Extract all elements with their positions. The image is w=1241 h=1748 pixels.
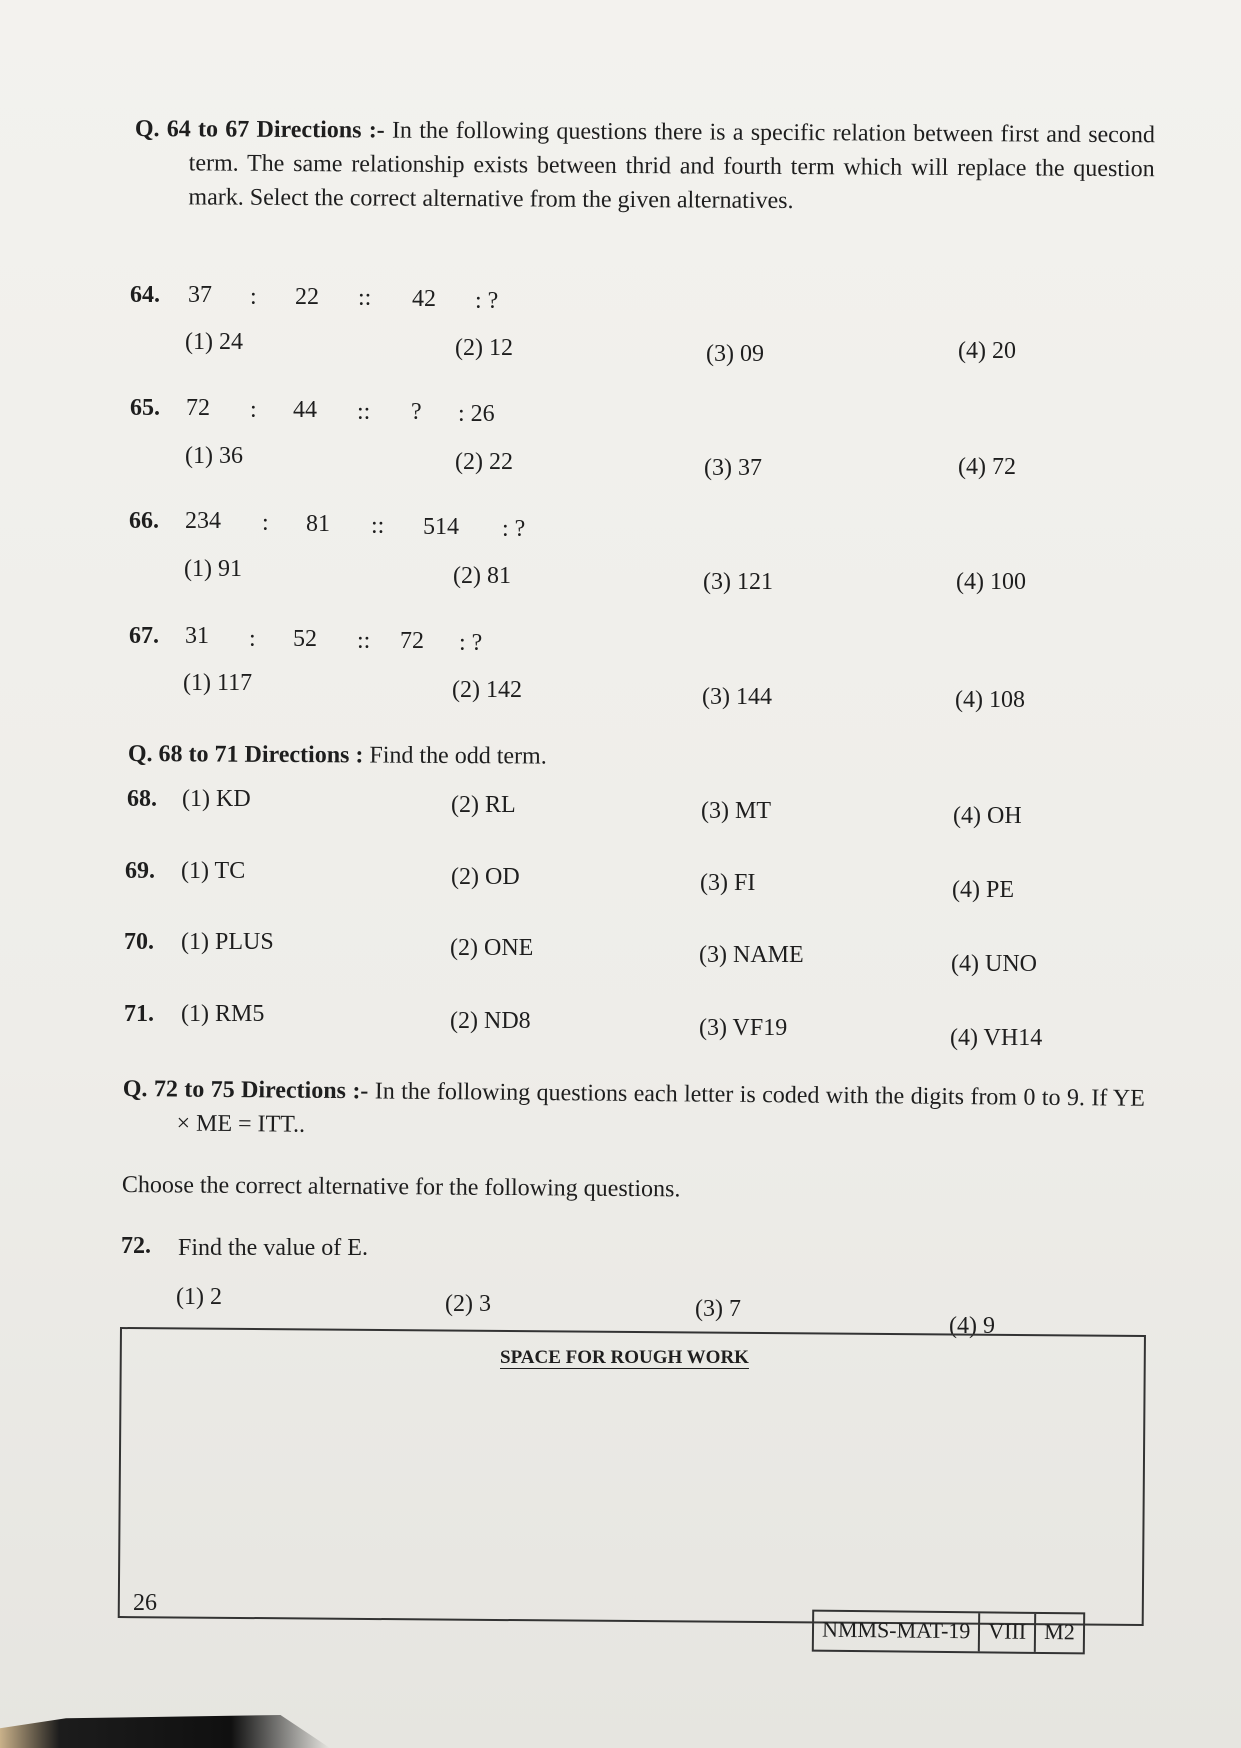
term-c: 72	[400, 628, 424, 654]
term-b: 52	[293, 626, 317, 652]
option-3: (3) 144	[702, 684, 772, 710]
option-2: (2) OD	[451, 864, 520, 890]
option-3: (3) 7	[695, 1296, 741, 1322]
option-1: (1) 117	[183, 670, 253, 696]
option-1: (1) 91	[184, 556, 242, 582]
option-3: (3) FI	[700, 870, 756, 896]
rough-work-title: SPACE FOR ROUGH WORK	[500, 1347, 749, 1368]
proportion-sep: ::	[358, 285, 372, 311]
term-b: 44	[293, 397, 317, 423]
directions-72-75	[122, 1072, 1145, 1150]
class-code: VIII	[980, 1613, 1036, 1652]
option-4: (4) 9	[949, 1313, 995, 1339]
question-number: 70.	[124, 929, 154, 955]
option-1: (1) KD	[182, 786, 251, 812]
option-1: (1) 36	[185, 443, 243, 469]
choose-instruction: Choose the correct alternative for the following questions.	[121, 1172, 681, 1203]
question-number: 66.	[129, 508, 159, 534]
term-d: : ?	[475, 288, 499, 314]
term-d: : 26	[458, 401, 495, 427]
term-b: 81	[306, 511, 330, 537]
option-1: (1) RM5	[181, 1001, 265, 1027]
question-number: 67.	[129, 623, 159, 649]
question-number: 64.	[130, 282, 160, 308]
option-4: (4) 72	[958, 454, 1016, 480]
option-4: (4) UNO	[951, 951, 1037, 977]
ratio-sep: :	[249, 626, 256, 652]
directions-68-71-text: Find the odd term.	[369, 742, 547, 770]
option-2: (2) ONE	[450, 935, 534, 961]
question-text: Find the value of E.	[178, 1235, 368, 1261]
question-number: 69.	[125, 858, 155, 884]
ratio-sep: :	[250, 397, 257, 423]
term-d: : ?	[459, 630, 483, 656]
option-3: (3) 09	[706, 341, 764, 367]
question-number: 71.	[124, 1001, 154, 1027]
option-3: (3) 121	[703, 569, 773, 595]
option-1: (1) 24	[185, 329, 243, 355]
directions-64-67-label: Q. 64 to 67 Directions	[134, 115, 362, 144]
option-4: (4) PE	[952, 877, 1014, 903]
question-number: 72.	[121, 1233, 151, 1259]
proportion-sep: ::	[357, 628, 371, 654]
directions-64-67-text: In the following questions there is a specific relation between first and second term. The same relationship exists between thrid and fourth term which will replace the question mark. Select the correct alternative from the given alternatives.	[188, 117, 1155, 215]
ratio-sep: :	[262, 510, 269, 536]
ratio-sep: :	[250, 284, 257, 310]
term-a: 31	[185, 623, 209, 649]
directions-72-75-text: In the following questions each letter is coded with the digits from 0 to 9. If YE × ME = ITT..	[176, 1078, 1145, 1138]
term-b: 22	[295, 284, 319, 310]
proportion-sep: ::	[357, 399, 371, 425]
proportion-sep: ::	[371, 513, 385, 539]
directions-72-75-label: Q. 72 to 75 Directions	[122, 1075, 347, 1105]
option-4: (4) VH14	[950, 1025, 1043, 1051]
option-2: (2) 12	[455, 335, 513, 361]
question-number: 68.	[127, 786, 157, 812]
option-1: (1) TC	[181, 858, 246, 884]
option-2: (2) 22	[455, 449, 513, 475]
option-4: (4) 100	[956, 569, 1026, 595]
term-c: 42	[412, 286, 436, 312]
directions-68-71	[128, 737, 547, 774]
directions-64-67-sep: :-	[361, 117, 393, 144]
scan-shadow	[0, 1715, 330, 1748]
option-3: (3) 37	[704, 455, 762, 481]
term-d: : ?	[502, 516, 526, 542]
term-a: 234	[185, 508, 221, 534]
option-3: (3) VF19	[699, 1015, 788, 1041]
option-4: (4) 20	[958, 338, 1016, 364]
option-4: (4) OH	[953, 803, 1022, 829]
option-2: (2) RL	[451, 792, 516, 818]
term-a: 72	[186, 395, 210, 421]
term-a: 37	[188, 282, 212, 308]
term-c: 514	[423, 514, 459, 540]
option-2: (2) 3	[445, 1291, 491, 1317]
option-2: (2) 142	[452, 677, 522, 703]
set-code: M2	[1044, 1619, 1075, 1645]
option-1: (1) 2	[176, 1284, 222, 1310]
option-4: (4) 108	[955, 687, 1025, 713]
rough-work-box	[118, 1327, 1146, 1626]
directions-72-75-sep: :-	[345, 1078, 375, 1105]
question-number: 65.	[130, 395, 160, 421]
paper-code: NMMS-MAT-19	[814, 1612, 981, 1652]
option-3: (3) NAME	[699, 942, 804, 968]
directions-64-67	[134, 112, 1155, 220]
option-2: (2) 81	[453, 563, 511, 589]
paper-code-box	[812, 1610, 1085, 1655]
directions-68-71-sep: :	[349, 742, 370, 769]
option-2: (2) ND8	[450, 1008, 531, 1034]
page-number: 26	[133, 1590, 157, 1616]
term-c: ?	[411, 399, 422, 425]
directions-68-71-label: Q. 68 to 71 Directions	[127, 740, 350, 769]
option-1: (1) PLUS	[181, 929, 274, 955]
option-3: (3) MT	[701, 798, 771, 824]
